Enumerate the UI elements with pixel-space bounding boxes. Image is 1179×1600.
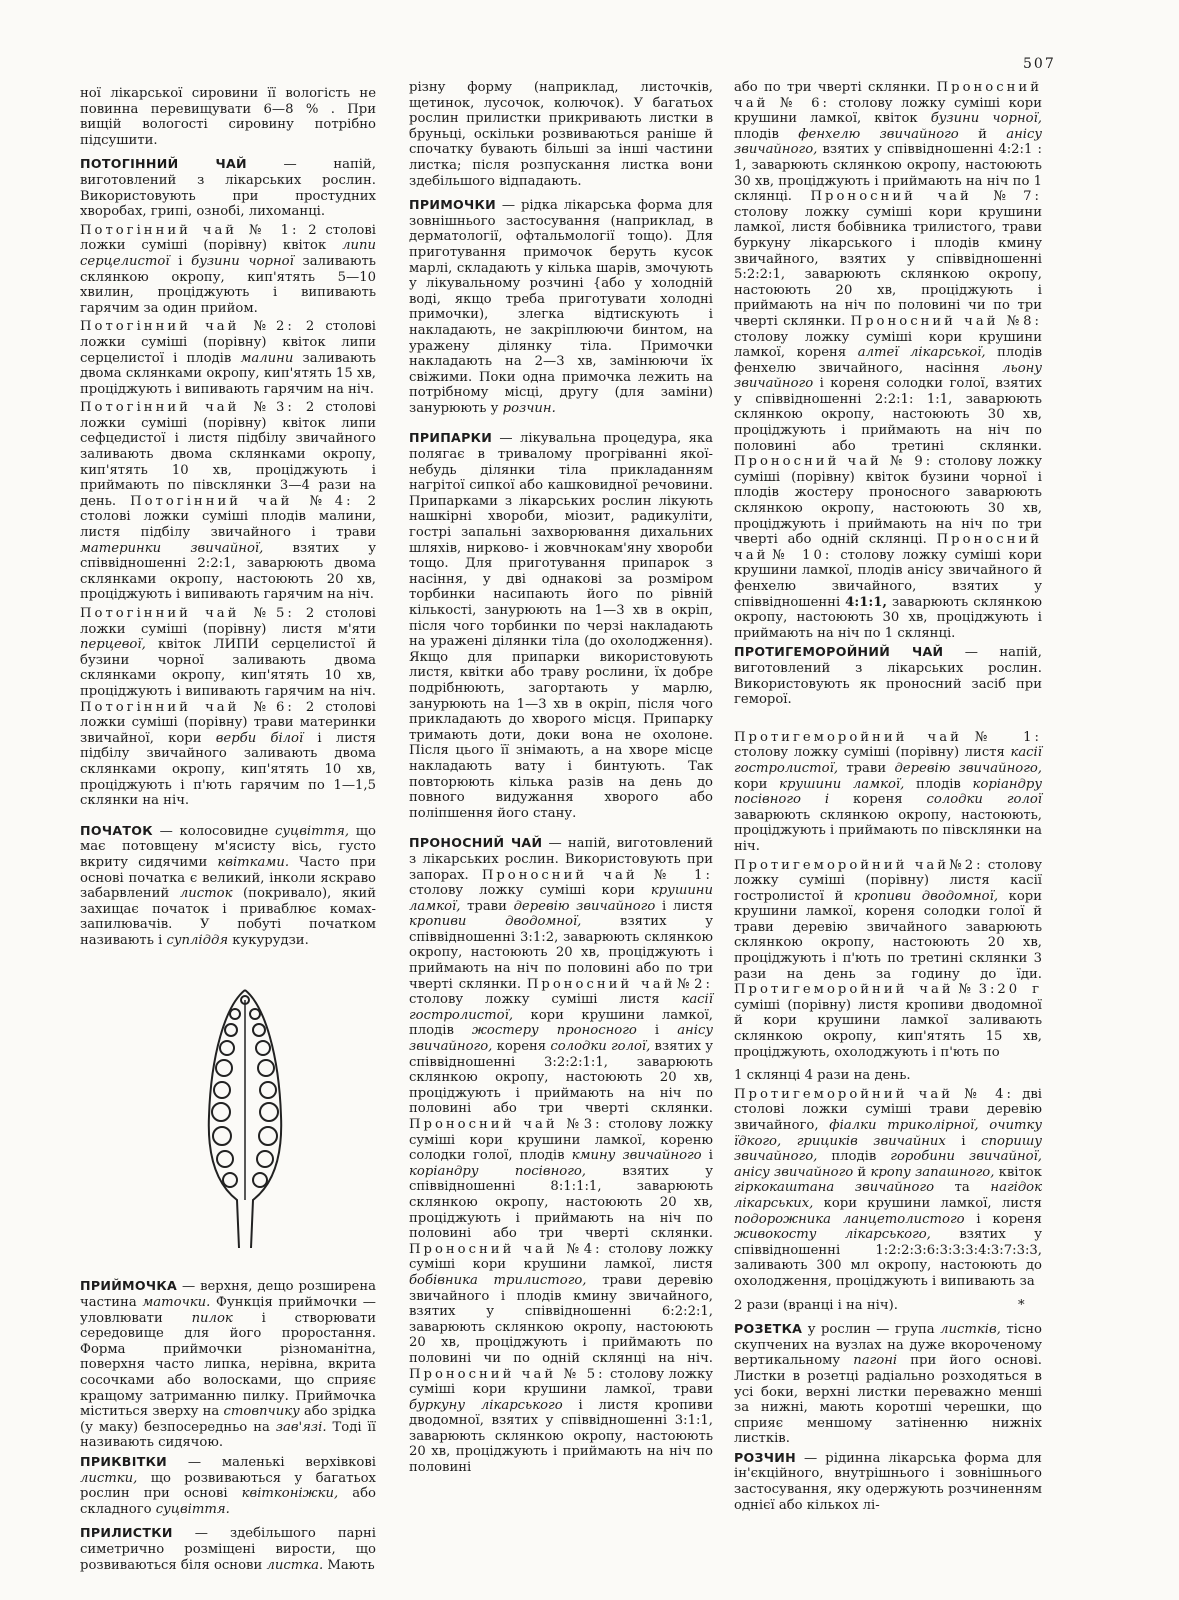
recipe-paragraph: Потогінний чай № 1: 2 столові ложки суміші (порівну) квіток липи серцелистої і бузини чорної заливають склянкою окропу, кип'ятять 5—10 хвилин, проціджують і випивають гарячим за один прийом. [80, 222, 376, 316]
headword: ПРИПАРКИ [409, 430, 493, 446]
headword: РОЗЕТКА [734, 1321, 803, 1337]
recipe-lead: Потогінний чай № 1: [80, 222, 300, 238]
paragraph: різну форму (наприклад, листочків, щетинок, лусочок, колючок). У багатьох рослин прилистки прикривають листки в бруньці, оскільки розвиваються раніше й спочатку бувають більші за інші частини листка; після розпускання листка вони здебільшого відпадають. [409, 80, 713, 189]
recipe-lead: Проносний чай № 9: [734, 454, 934, 470]
recipe-lead: Протигеморойний чай№3:20 г [734, 982, 1042, 998]
recipe-lead: Потогінний чай №5: [80, 606, 295, 621]
headword: ПОЧАТОК [80, 822, 153, 838]
spadix-illustration [185, 986, 305, 1256]
headword: ПРОНОСНИЙ ЧАЙ [409, 835, 543, 851]
asterisk-mark: * [1017, 1297, 1025, 1313]
recipe-paragraph: Потогінний чай №3: 2 столові ложки суміші (порівну) квіток липи сефцедистої і листя підбілу звичайного заливають двома склянками окропу, кип'ятять 10 хв, проціджують і приймають по півсклянки 3—4 рази на день. Потогінний чай №4: 2 столові ложки суміші плодів малини, листя підбілу звичайного і трави материнки звичайної, взятих у співвідношенні 2:2:1, заварюють двома склянками окропу, настоюють 20 хв, проціджують і випивають гарячим на ніч. [80, 400, 376, 603]
entry-prylystky: ПРИЛИСТКИ — здебільшого парні симетрично розміщені вирости, що розвиваються біля основи листка. Мають [80, 1525, 376, 1573]
paragraph: ної лікарської сировини її вологість не повинна перевищувати 6—8 % . При вищій вологості сировину потрібно підсушити. [80, 86, 376, 148]
column-3 [734, 80, 1042, 1516]
recipe-lead: Протигеморойний чай № 4: [734, 1086, 1014, 1102]
recipe-lead: Проносний чай №4: [409, 1241, 603, 1257]
recipe-lead: Потогінний чай №4: [130, 493, 354, 509]
recipe-lead: Проносний чай № 6: [734, 80, 1042, 111]
column-2 [409, 80, 713, 1479]
recipe-lead: Потогінний чай №6: [80, 699, 295, 715]
entry-prymochky: ПРИМОЧКИ — рідка лікарська форма для зовнішнього застосування (наприклад, в дерматології, офтальмології тощо). Для приготування примочок беруть кусок марлі, складають у кілька шарів, змочують у лікувальному розчині {або у холодній воді, якщо треба приготувати холодні примочки), злегка відтискують і накладають, не закріплюючи бинтом, на уражену ділянку тіла. Примочки накладають на 2—3 хв, замінюючи їх свіжими. Поки одна примочка лежить на потрібному місці, другу (для заміни) занурюють у розчин. [409, 197, 713, 416]
recipe-lead: Проносний чай№ 10: [734, 532, 1042, 563]
entry-potohinnyi-chai: ПОТОГІННИЙ ЧАЙ — напій, виготовлений з лікарських рослин. Використовують при простудних хворобах, грипі, ознобі, лихоманці. [80, 156, 376, 220]
entry-prykvitky: ПРИКВІТКИ — маленькі верхівкові листки, що розвиваються у багатьох рослин при основі квітконіжки, або складного суцвіття. [80, 1454, 376, 1517]
headword: РОЗЧИН [734, 1449, 796, 1465]
page-number: 507 [1023, 56, 1056, 72]
headword: ПРИЛИСТКИ [80, 1525, 173, 1541]
recipe-paragraph: Протигеморойний чай№2: столову ложку суміші (порівну) листя касії гостролистої й кропиви дводомної, кори крушини ламкої, кореня солодки голої й трави деревію звичайного заварюють склянкою окропу, настоюють 20 хв, проціджують і п'ють по третині склянки 3 рази на день за годину до їди. Протигеморойний чай№3:20 г суміші (порівну) листя кропиви дводомної й кори крушини ламкої заливають склянкою окропу, кип'ятять 15 хв, проціджують, охолоджують і п'ють по [734, 857, 1042, 1060]
headword: ПРИЙМОЧКА [80, 1278, 178, 1294]
recipe-lead: Проносний чай № 1: [481, 867, 713, 883]
entry-rozetka: РОЗЕТКА у рослин — група листків, тісно скупчених на вузлах на дуже вкороченому вертикальному пагоні при його основі. Листки в розетці радіально розходяться в усі боки, верхні листки переважно менші за нижні, мають коротші черешки, що сприяє меншому затіненню нижніх листків. [734, 1321, 1042, 1447]
recipe-lead: Проносний чай №8: [850, 313, 1043, 329]
recipe-paragraph: Потогінний чай №5: 2 столові ложки суміші (порівну) листя м'яти перцевої, квіток ЛИПИ серцелистої й бузини чорної заливають двома склянками окропу, кип'ятять 10 хв, проціджують і випивають гарячим на ніч. Потогінний чай №6: 2 столові ложки суміші (порівну) трави материнки звичайної, кори верби білої і листя підбілу звичайного заливають двома склянками окропу, кип'ятять 10 хв, проціджують і п'ють гарячим по 1—1,5 склянки на ніч. [80, 606, 376, 809]
entry-rozchyn: РОЗЧИН — рідинна лікарська форма для ін'єкційного, внутрішнього і зовнішнього застосування, яку одержують розчиненням однієї або кількох лі- [734, 1449, 1042, 1513]
headword: ПРОТИГЕМОРОЙНИЙ ЧАЙ [734, 644, 944, 660]
column-1 [80, 86, 376, 1576]
recipe-lead: Проносний чай № 5: [409, 1366, 606, 1382]
recipe-lead: Протигеморойний чай№2: [734, 857, 984, 873]
recipe-lead: Потогінний чай №3: [80, 400, 295, 416]
headword: ПРИКВІТКИ [80, 1454, 168, 1469]
recipe-lead: Протигеморойний чай№ 1: [734, 729, 1042, 745]
paragraph: 1 склянці 4 рази на день. [734, 1068, 911, 1084]
entry-protyhemoroinyi-chai: ПРОТИГЕМОРОЙНИЙ ЧАЙ — напій, виготовлений з лікарських рослин. Використовують як проносний засіб при геморої. [734, 644, 1042, 708]
recipe-lead: Проносний чай №3: [409, 1117, 603, 1132]
spadix-drawing [185, 986, 305, 1256]
paragraph: 2 рази (вранці і на ніч). * [734, 1297, 1025, 1313]
recipe-paragraph: Потогінний чай №2: 2 столові ложки суміші (порівну) квіток липи серцелистої і плодів малини заливають двома склянками окропу, кип'ятять 15 хв, проціджують і випивають гарячим на ніч. [80, 319, 376, 397]
entry-pronosnyi-chai: ПРОНОСНИЙ ЧАЙ — напій, виготовлений з лікарських рослин. Використовують при запорах. Проносний чай № 1: столову ложку суміші кори крушини ламкої, трави деревію звичайного і листя кропиви дводомної, взятих у співвідношенні 3:1:2, заварюють склянкою окропу, настоюють 20 хв, проціджують і приймають на ніч по половині або по три чверті склянки. Проносний чай№2: столову ложку суміші листя касії гостролистої, кори крушини ламкої, плодів жостеру проносного і анісу звичайного, кореня солодки голої, взятих у співвідношенні 3:2:2:1:1, заварюють склянкою окропу, настоюють 20 хв, проціджують і приймають на ніч по половині або три чверті склянки. Проносний чай №3: столову ложку суміші кори крушини ламкої, кореню солодки голої, плодів кмину звичайного і коріандру посівного, взятих у співвідношенні 8:1:1:1, заварюють склянкою окропу, настоюють 20 хв, проціджують і приймають на ніч по половині або три чверті склянки. Проносний чай №4: столову ложку суміші кори крушини ламкої, листя бобівника трилистого, трави деревію звичайного і плодів кмину звичайного, взятих у співвідношенні 6:2:2:1, заварюють склянкою окропу, настоюють 20 хв, проціджують і приймають по половині чи по одній склянці на ніч. Проносний чай № 5: столову ложку суміші кори крушини ламкої, трави буркуну лікарського і листя кропиви дводомної, взятих у співвідношенні 3:1:1, заварюють склянкою окропу, настоюють 20 хв, проціджують і приймають на ніч по половині [409, 835, 713, 1476]
recipe-lead: Потогінний чай №2: [80, 319, 295, 335]
entry-pochatok: ПОЧАТОК — колосовидне суцвіття, що має потовщену м'ясисту вісь, густо вкриту сидячими квітками. Часто при основі початка є великий, інколи яскраво забарвлений листок (покривало), який захищає початок і приваблює комах-запилювачів. У побуті початком називають і супліддя кукурудзи. [80, 822, 376, 948]
recipe-paragraph: або по три чверті склянки. Проносний чай № 6: столову ложку суміші кори крушини ламкої, квіток бузини чорної, плодів фенхелю звичайного й анісу звичайного, взятих у співвідношенні 4:2:1 : 1, заварюють склянкою окропу, настоюють 30 хв, проціджують і приймають на ніч по 1 склянці. Проносний чай №7: столову ложку суміші кори крушини ламкої, листя бобівника трилистого, трави буркуну лікарського і плодів кмину звичайного, взятих у співвідношенні 5:2:2:1, заварюють склянкою окропу, настоюють 20 хв, проціджують і приймають на ніч по половині чи по три чверті склянки. Проносний чай №8: столову ложку суміші кори крушини ламкої, кореня алтеї лікарської, плодів фенхелю звичайного, насіння льону звичайного і кореня солодки голої, взятих у співвідношенні 2:2:1: 1:1, заварюють склянкою окропу, настоюють 30 хв, проціджують і приймають на ніч по половині або третині склянки. Проносний чай № 9: столову ложку суміші (порівну) квіток бузини чорної і плодів жостеру проносного заварюють склянкою окропу, настоюють 30 хв, проціджують і приймають на ніч по три чверті або одній склянці. Проносний чай№ 10: столову ложку суміші кори крушини ламкої, плодів анісу звичайного й фенхелю звичайного, взятих у співвідношенні 4:1:1, заварюють склянкою окропу, настоюють 30 хв, проціджують і приймають на ніч по 1 склянці. [734, 80, 1043, 641]
recipe-lead: Проносний чай №7: [810, 189, 1042, 205]
recipe-paragraph: Протигеморойний чай№ 1: столову ложку суміші (порівну) листя касії гостролистої, трави деревію звичайного, кори крушини ламкої, плодів коріандру посівного і кореня солодки голої заварюють склянкою окропу, настоюють, проціджують і приймають по півсклянки на ніч. [734, 729, 1042, 854]
entry-prypharky: ПРИПАРКИ — лікувальна процедура, яка полягає в тривалому прогріванні якої-небудь ділянки тіла прикладанням нагрітої сипкої або кашковидної речовини. Припарками з лікарських рослин лікують нашкірні хвороби, міозит, радикуліти, гострі запальні захворювання дихальних шляхів, нирково- і жовчнокам'яну хвороби тощо. Для приготування припарок з насіння, у дві однакові за розміром торбинки насипають його по рівній кількості, занурюють на 1—3 хв в окріп, після чого торбинки по черзі накладають на уражені ділянки тіла (до охолодження). Якщо для припарки використовують листя, квітки або траву рослини, їх добре подрібнюють, загортають у марлю, занурюють на 1—3 хв в окріп, після чого прикладають до хворого місця. Припарку тримають доти, доки вона не охолоне. Після цього її знімають, а на хворе місце накладають вату і бинтують. Так повторюють кілька разів на день до повного видужання хворого або поліпшення його стану. [409, 430, 713, 821]
headword: ПРИМОЧКИ [409, 197, 496, 213]
recipe-lead: Проносний чай№2: [526, 976, 713, 992]
headword: ПОТОГІННИЙ ЧАЙ [80, 156, 247, 172]
recipe-paragraph: Протигеморойний чай № 4: дві столові ложки суміші трави деревію звичайного, фіалки триколірної, очитку їдкого, грициків звичайних і споришу звичайного, плодів горобини звичайної, анісу звичайного й кропу запашного, квіток гіркокаштана звичайного та нагідок лікарських, кори крушини ламкої, листя подорожника ланцетолистого і кореня живокосту лікарського, взятих у співвідношенні 1:2:2:3:6:3:3:3:4:3:7:3:3, заливають 300 мл окропу, настоюють до охолодження, проціджують і випивають за [734, 1086, 1042, 1289]
entry-pryimochka: ПРИЙМОЧКА — верхня, дещо розширена частина маточки. Функція приймочки — уловлювати пилок і створювати середовище для його проростання. Форма приймочки різноманітна, поверхня часто липка, нерівна, вкрита сосочками або волосками, що сприяє кращому затриманню пилку. Приймочка міститься зверху на стовпчику або зрідка (у маку) безпосередньо на зав'язі. Тоді її називають сидячою. [80, 1278, 376, 1451]
